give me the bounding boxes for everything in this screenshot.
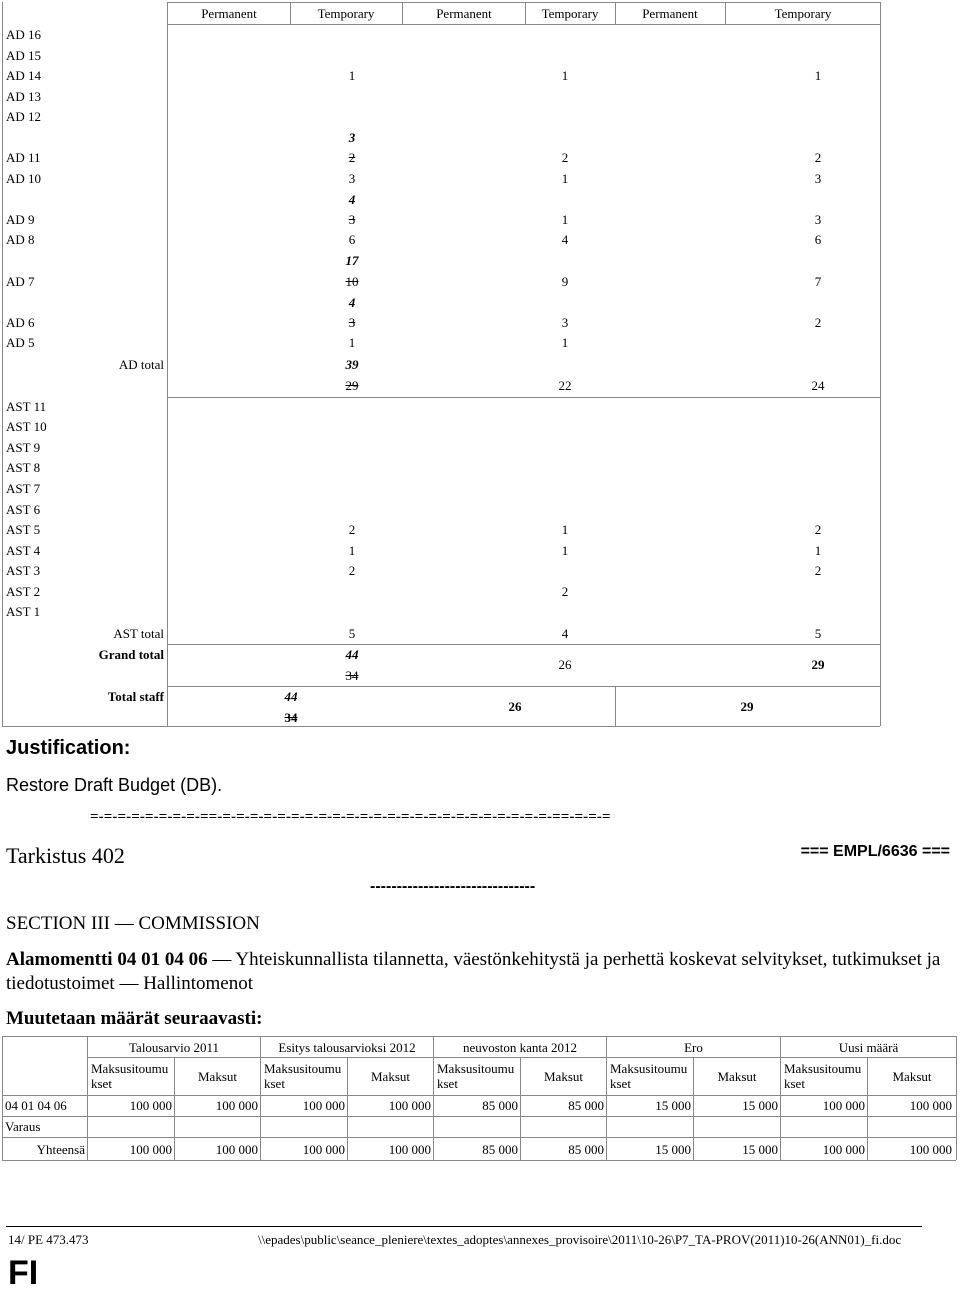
cell-value: 2 (814, 315, 822, 330)
group-header: neuvoston kanta 2012 (462, 1040, 578, 1055)
sub-header-payments: Maksut (371, 1069, 410, 1084)
budget-cell: 100 000 (129, 1142, 172, 1157)
ad-total-new: 39 (345, 357, 359, 372)
budget-cell: 15 000 (655, 1142, 691, 1157)
cell-value: 1 (814, 68, 822, 83)
col-header: Temporary (317, 6, 375, 21)
budget-cell: 100 000 (909, 1098, 952, 1113)
row-label: AD 14 (6, 68, 42, 83)
separator: =-=-=-=-=-=-=-=-==-=-=-=-=-=-=-=-=-=-=-=-=-=-=-=-=-=-=-=-=-=-=-=-=-==-=-=-= (90, 809, 611, 825)
row-label: AST 8 (6, 460, 41, 475)
row-label: AD 8 (6, 232, 35, 247)
justification-text: Restore Draft Budget (DB). (6, 775, 223, 795)
cell-value: 1 (561, 68, 569, 83)
cell-value: 6 (814, 232, 822, 247)
group-header: Ero (684, 1040, 703, 1055)
total-staff-value: 29 (740, 699, 754, 714)
row-label: AST 5 (6, 522, 41, 537)
cell-value: 1 (348, 543, 356, 558)
col-header: Permanent (642, 6, 698, 21)
cell-value: 1 (561, 522, 569, 537)
row-label: AST 2 (6, 584, 41, 599)
budget-cell: 100 000 (129, 1098, 172, 1113)
ast-total-label: AST total (113, 626, 164, 641)
row-label: AST 9 (6, 440, 41, 455)
item-description (6, 948, 956, 996)
budget-row-label: Varaus (5, 1119, 41, 1134)
row-label: AD 11 (6, 150, 41, 165)
budget-cell: 100 000 (388, 1098, 431, 1113)
justification-heading: Justification: (6, 737, 131, 759)
item-text: — Yhteiskunnallista tilannetta, väestönkehitystä ja perhettä koskevat selvitykset, tutkimukset ja tiedotustoimet — Hallintomenot (6, 949, 941, 994)
group-header: Talousarvio 2011 (129, 1040, 219, 1055)
sub-header-commitments: Maksusitoumu kset (784, 1061, 862, 1091)
cell-value: 3 (561, 315, 569, 330)
grand-total-label: Grand total (98, 647, 164, 662)
cell-value: 3 (814, 171, 822, 186)
budget-row-label: 04 01 04 06 (5, 1098, 67, 1113)
sub-header-commitments: Maksusitoumu kset (610, 1061, 688, 1091)
cell-value-old: 2 (348, 150, 356, 165)
cell-value: 2 (814, 563, 822, 578)
group-header: Uusi määrä (838, 1040, 899, 1055)
amendment-dashes: ------------------------------- (370, 878, 536, 895)
row-label: AD 12 (6, 109, 42, 124)
amendment-title: Tarkistus 402 (6, 843, 125, 868)
cell-value: 1 (561, 171, 569, 186)
sub-header-commitments: Maksusitoumu kset (437, 1061, 515, 1091)
group-header: Esitys talousarvioksi 2012 (278, 1040, 416, 1055)
row-label: AST 7 (6, 481, 41, 496)
cell-value-new: 4 (348, 295, 356, 310)
cell-value-old: 10 (345, 274, 359, 289)
cell-value: 1 (561, 543, 569, 558)
ast-total-value: 5 (814, 626, 822, 641)
row-label: AD 7 (6, 274, 35, 289)
grand-total-old: 34 (345, 668, 359, 683)
cell-value: 1 (561, 335, 569, 350)
col-header: Temporary (541, 6, 599, 21)
cell-value: 3 (814, 212, 822, 227)
budget-cell: 85 000 (482, 1098, 518, 1113)
cell-value: 1 (348, 68, 356, 83)
budget-row-label: Yhteensä (36, 1142, 85, 1157)
grand-total-new: 44 (345, 647, 359, 662)
cell-value-new: 3 (348, 130, 356, 145)
row-label: AST 1 (6, 604, 41, 619)
col-header: Permanent (436, 6, 492, 21)
sub-header-payments: Maksut (544, 1069, 583, 1084)
budget-cell: 100 000 (388, 1142, 431, 1157)
budget-cell: 100 000 (215, 1142, 258, 1157)
ad-total-label: AD total (118, 357, 164, 372)
row-label: AD 9 (6, 212, 35, 227)
row-label: AD 15 (6, 48, 42, 63)
ad-total-value: 22 (558, 378, 572, 393)
amendment-code: === EMPL/6636 === (800, 843, 950, 860)
cell-value: 2 (561, 150, 569, 165)
row-label: AD 16 (6, 27, 42, 42)
col-header: Permanent (201, 6, 257, 21)
row-label: AST 4 (6, 543, 41, 558)
sub-header-commitments: Maksusitoumu kset (91, 1061, 169, 1091)
row-label: AST 10 (6, 419, 47, 434)
cell-value: 1 (561, 212, 569, 227)
total-staff-old: 34 (284, 710, 298, 725)
cell-value: 2 (348, 563, 356, 578)
row-label: AD 13 (6, 89, 42, 104)
sub-header-payments: Maksut (717, 1069, 757, 1084)
grand-total-value: 29 (811, 657, 825, 672)
col-header: Temporary (774, 6, 832, 21)
row-label: AD 5 (6, 335, 35, 350)
budget-cell: 15 000 (742, 1142, 778, 1157)
budget-cell: 15 000 (655, 1098, 691, 1113)
cell-value: 2 (814, 150, 822, 165)
cell-value: 2 (561, 584, 569, 599)
ad-total-value: 24 (811, 378, 825, 393)
cell-value-old: 3 (348, 212, 356, 227)
total-staff-label: Total staff (107, 689, 164, 704)
page-number: 14/ PE 473.473 (8, 1232, 89, 1247)
row-label: AD 10 (6, 171, 42, 186)
total-staff-value: 26 (508, 699, 522, 714)
row-label: AST 11 (6, 399, 47, 414)
cell-value: 2 (814, 522, 822, 537)
cell-value: 2 (348, 522, 356, 537)
cell-value-new: 17 (345, 253, 359, 268)
sub-header-commitments: Maksusitoumu kset (264, 1061, 342, 1091)
sub-header-payments: Maksut (892, 1069, 932, 1084)
budget-cell: 85 000 (482, 1142, 518, 1157)
cell-value: 1 (348, 335, 356, 350)
budget-cell: 85 000 (568, 1142, 604, 1157)
total-staff-new: 44 (284, 689, 298, 704)
budget-cell: 15 000 (742, 1098, 778, 1113)
cell-value: 1 (814, 543, 822, 558)
ast-total-value: 4 (561, 626, 569, 641)
cell-value: 6 (348, 232, 356, 247)
section-title: SECTION III — COMMISSION (6, 913, 260, 934)
row-label: AST 3 (6, 563, 41, 578)
budget-cell: 100 000 (822, 1142, 865, 1157)
cell-value: 9 (561, 274, 569, 289)
cell-value: 3 (348, 171, 356, 186)
sub-header-payments: Maksut (198, 1069, 237, 1084)
file-path: \\epades\public\seance_pleniere\textes_adoptes\annexes_provisoire\2011\10-26\P7_TA-PROV(2011)10-26(ANN01)_fi.doc (258, 1232, 902, 1247)
ad-total-old: 29 (345, 378, 359, 393)
cell-value-new: 4 (348, 192, 356, 207)
cell-value: 4 (561, 232, 569, 247)
item-code: Alamomentti 04 01 04 06 (6, 949, 208, 970)
change-heading: Muutetaan määrät seuraavasti: (6, 1008, 263, 1029)
row-label: AST 6 (6, 502, 41, 517)
row-label: AD 6 (6, 315, 35, 330)
language-code: FI (8, 1254, 39, 1292)
budget-cell: 100 000 (822, 1098, 865, 1113)
budget-cell: 100 000 (302, 1142, 345, 1157)
budget-cell: 100 000 (215, 1098, 258, 1113)
cell-value-old: 3 (348, 315, 356, 330)
grand-total-value: 26 (558, 657, 572, 672)
budget-cell: 100 000 (302, 1098, 345, 1113)
ast-total-value: 5 (348, 626, 356, 641)
budget-cell: 85 000 (568, 1098, 604, 1113)
budget-cell: 100 000 (909, 1142, 952, 1157)
cell-value: 7 (814, 274, 822, 289)
